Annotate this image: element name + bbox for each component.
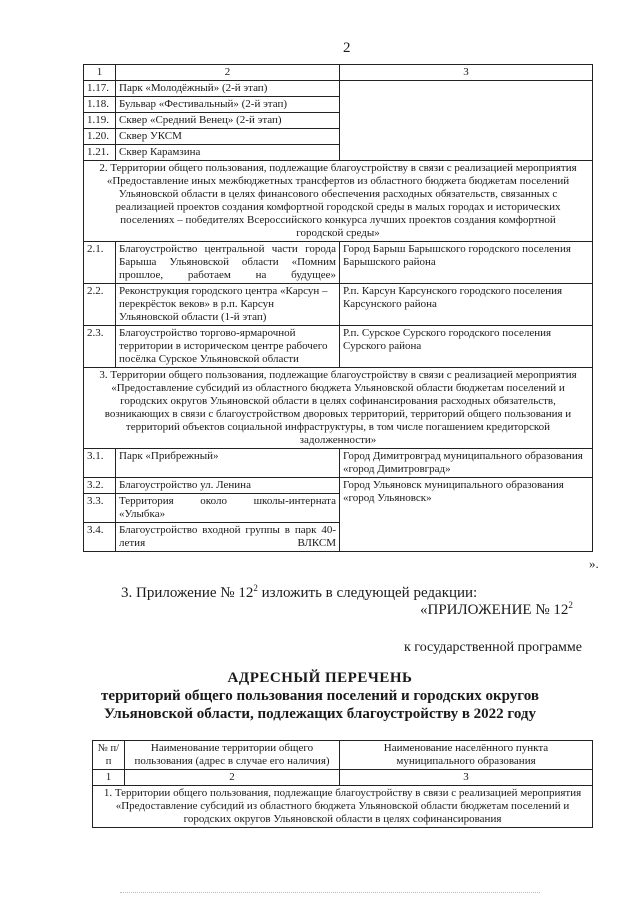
territory-name: Благоустройство торгово-ярмарочной территории в историческом центре рабочего посёлка Сурское Ульяновской области — [116, 326, 340, 368]
appendix-reference: к государственной программе — [404, 640, 582, 655]
place-name: Город Димитровград муниципального образования «город Димитровград» — [340, 449, 593, 478]
col-place-header: 3 — [340, 65, 593, 81]
table-row — [84, 284, 593, 326]
col-number: 1 — [93, 770, 125, 786]
table-row — [84, 478, 593, 494]
place-name: Город Ульяновск муниципального образования «город Ульяновск» — [340, 478, 593, 552]
row-number: 3.4. — [84, 523, 116, 552]
territory-name: Парк «Прибрежный» — [116, 449, 340, 478]
section-heading-row — [93, 786, 593, 828]
table-header-row — [93, 741, 593, 770]
territory-name: Территория около школы-интерната «Улыбка» — [116, 494, 340, 523]
territory-name: Благоустройство центральной части города Барыша Ульяновской области «Помним прошлое, работаем на будущее» — [116, 242, 340, 284]
address-table-continued — [83, 64, 593, 552]
col-number: 2 — [125, 770, 340, 786]
section-heading-row — [84, 161, 593, 242]
document-subtitle-line-1: территорий общего пользования поселений и городских округов — [101, 688, 539, 704]
col-place-header: Наименование населённого пункта муниципального образования — [340, 741, 593, 770]
territory-name: Сквер «Средний Венец» (2-й этап) — [116, 113, 340, 129]
scan-artifact-divider — [120, 892, 540, 894]
col-number-header: 1 — [84, 65, 116, 81]
place-name: Р.п. Карсун Карсунского городского поселения Карсунского района — [340, 284, 593, 326]
place-cell-empty — [340, 81, 593, 161]
section-3-heading: 3. Территории общего пользования, подлежащие благоустройству в связи с реализацией мероприятия «Предоставление субсидий из областного бюджета Ульяновской области бюджетам поселений и городских округов Ульяновской области в целях софинансирования расходных обязательств, возникающих в связи с благоустройством дворовых территорий, территорий общего пользования и территорий объектов социальной инфраструктуры, в том числе погашением кредиторской задолженности» — [84, 368, 593, 449]
document-subtitle-line-2: Ульяновской области, подлежащих благоустройству в 2022 году — [103, 706, 537, 722]
document-title: АДРЕСНЫЙ ПЕРЕЧЕНЬ — [227, 670, 413, 686]
section-2-heading: 2. Территории общего пользования, подлежащие благоустройству в связи с реализацией мероприятия «Предоставление иных межбюджетных трансфертов из областного бюджета бюджетам поселений Ульяновской области в целях финансового обеспечения расходных обязательств, связанных с реализацией проектов создания комфортной городской среды в малых городах и исторических поселениях – победителях Всероссийского конкурса лучших проектов создания комфортной городской среды» — [84, 161, 593, 242]
row-number: 1.20. — [84, 129, 116, 145]
territory-name: Благоустройство входной группы в парк 40-летия ВЛКСМ — [116, 523, 340, 552]
row-number: 1.21. — [84, 145, 116, 161]
column-number-row — [93, 770, 593, 786]
col-name-header: 2 — [116, 65, 340, 81]
appendix-prefix: «ПРИЛОЖЕНИЕ № 12 — [420, 602, 569, 618]
paragraph-suffix: изложить в следующей редакции: — [257, 585, 478, 601]
closing-quote: ». — [589, 556, 599, 571]
row-number: 3.3. — [84, 494, 116, 523]
paragraph-superscript: 2 — [253, 583, 258, 593]
table-row — [84, 326, 593, 368]
row-number: 1.17. — [84, 81, 116, 97]
table-header-row — [84, 65, 593, 81]
row-number: 1.19. — [84, 113, 116, 129]
paragraph-prefix: 3. Приложение № 12 — [121, 585, 254, 601]
territory-name: Сквер Карамзина — [116, 145, 340, 161]
appendix-superscript: 2 — [568, 600, 573, 610]
row-number: 2.3. — [84, 326, 116, 368]
col-number: 3 — [340, 770, 593, 786]
row-number: 2.1. — [84, 242, 116, 284]
row-number: 2.2. — [84, 284, 116, 326]
territory-name: Реконструкция городского центра «Карсун – перекрёсток веков» в р.п. Карсун Ульяновской области (1-й этап) — [116, 284, 340, 326]
territory-name: Сквер УКСМ — [116, 129, 340, 145]
table-row — [84, 81, 593, 97]
territory-name: Бульвар «Фестивальный» (2-й этап) — [116, 97, 340, 113]
row-number: 1.18. — [84, 97, 116, 113]
row-number: 3.1. — [84, 449, 116, 478]
col-number-header: № п/п — [93, 741, 125, 770]
place-name: Р.п. Сурское Сурского городского поселения Сурского района — [340, 326, 593, 368]
section-1-heading: 1. Территории общего пользования, подлежащие благоустройству в связи с реализацией мероприятия «Предоставление субсидий из областного бюджета Ульяновской области бюджетам поселений и городских округов Ульяновской области в целях софинансирования — [93, 786, 593, 828]
place-name: Город Барыш Барышского городского поселения Барышского района — [340, 242, 593, 284]
section-heading-row — [84, 368, 593, 449]
row-number: 3.2. — [84, 478, 116, 494]
address-list-table — [92, 740, 593, 828]
col-name-header: Наименование территории общего пользования (адрес в случае его наличия) — [125, 741, 340, 770]
territory-name: Благоустройство ул. Ленина — [116, 478, 340, 494]
page-number: 2 — [343, 40, 351, 56]
appendix-label — [420, 600, 573, 619]
table-row — [84, 242, 593, 284]
table-row — [84, 449, 593, 478]
territory-name: Парк «Молодёжный» (2-й этап) — [116, 81, 340, 97]
